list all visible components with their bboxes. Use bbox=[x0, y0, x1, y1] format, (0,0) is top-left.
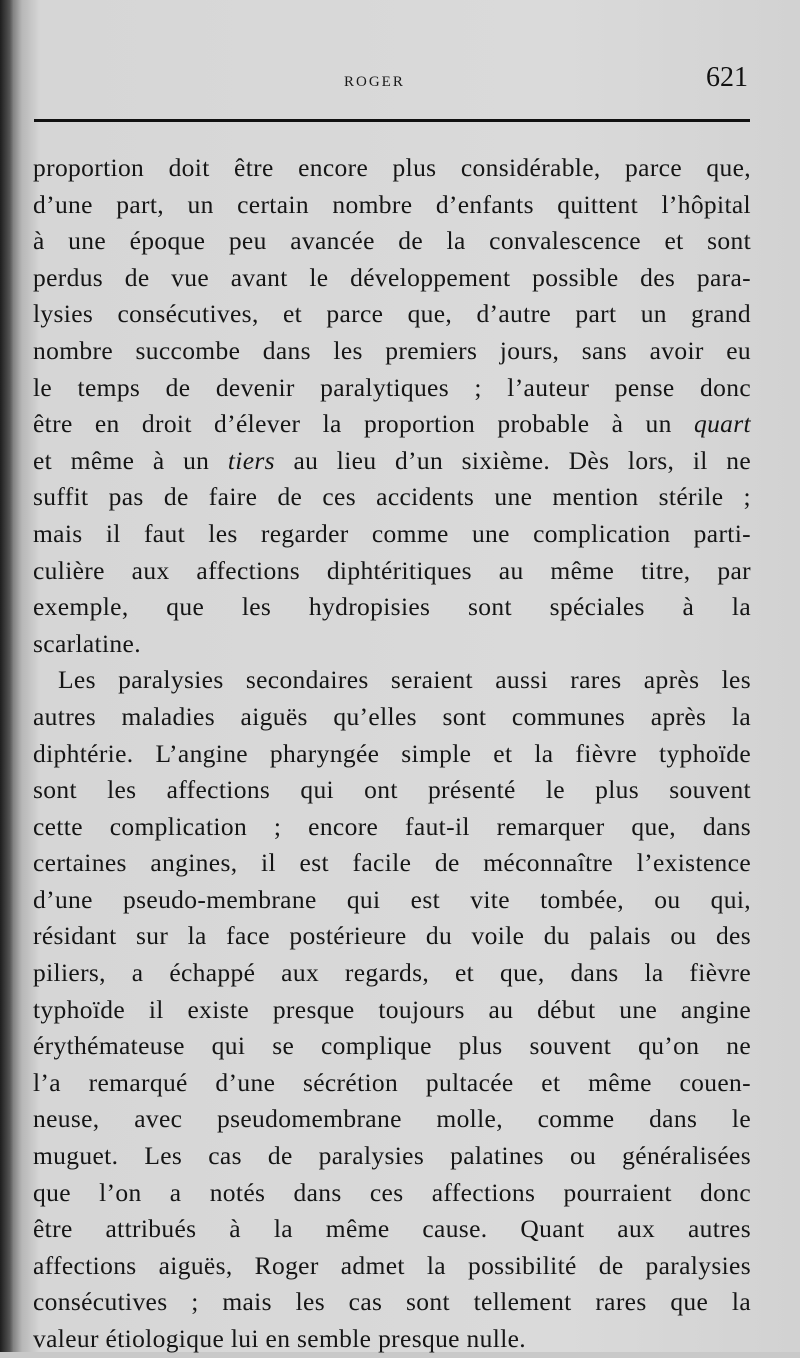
text-line: autres maladies aiguës qu’elles sont communes après la bbox=[33, 701, 751, 731]
text-line: sont les affections qui ont présenté le plus souvent bbox=[33, 775, 751, 805]
text-fragment: être en droit d’élever la proportion probable à un bbox=[33, 409, 672, 439]
text-fragment: au lieu d’un sixième. Dès lors, il ne bbox=[293, 445, 751, 475]
italic-term-tiers: tiers bbox=[227, 445, 275, 475]
text-line: érythémateuse qui se complique plus souvent qu’on ne bbox=[33, 1031, 751, 1061]
text-line: neuse, avec pseudomembrane molle, comme dans le bbox=[33, 1104, 751, 1134]
text-line: à une époque peu avancée de la convalescence et sont bbox=[33, 226, 751, 256]
text-line: typhoïde il existe presque toujours au début une angine bbox=[33, 994, 751, 1024]
text-line: résidant sur la face postérieure du voile du palais ou des bbox=[33, 921, 751, 951]
text-line: certaines angines, il est facile de méconnaître l’existence bbox=[33, 848, 751, 878]
text-line: consécutives ; mais les cas sont tellement rares que la bbox=[33, 1287, 751, 1317]
text-line bbox=[33, 443, 751, 480]
page-spine-shadow bbox=[0, 0, 14, 1352]
text-line bbox=[33, 406, 751, 443]
header-rule bbox=[34, 119, 750, 122]
text-line: d’une pseudo-membrane qui est vite tombée, ou qui, bbox=[33, 884, 751, 914]
running-head bbox=[34, 62, 748, 102]
text-line: être attribués à la même cause. Quant aux autres bbox=[33, 1214, 751, 1244]
text-line: le temps de devenir paralytiques ; l’auteur pense donc bbox=[33, 372, 751, 402]
page-number: 621 bbox=[706, 62, 748, 93]
text-line: scarlatine. bbox=[33, 628, 141, 658]
text-line: cette complication ; encore faut-il remarquer que, dans bbox=[33, 811, 751, 841]
text-line: affections aiguës, Roger admet la possibilité de paralysies bbox=[33, 1250, 751, 1280]
text-line: piliers, a échappé aux regards, et que, dans la fièvre bbox=[33, 958, 751, 988]
text-line: valeur étiologique lui en semble presque nulle. bbox=[33, 1324, 527, 1353]
text-line: nombre succombe dans les premiers jours, sans avoir eu bbox=[33, 335, 751, 365]
text-line: culière aux affections diphtéritiques au même titre, par bbox=[33, 555, 751, 585]
italic-term-quart: quart bbox=[693, 409, 751, 439]
text-line: lysies consécutives, et parce que, d’autre part un grand bbox=[33, 299, 751, 329]
running-title: ROGER bbox=[344, 74, 405, 90]
text-line: Les paralysies secondaires seraient aussi rares après les bbox=[58, 665, 751, 695]
paragraph-1 bbox=[33, 150, 751, 662]
text-line: proportion doit être encore plus considérable, parce que, bbox=[33, 153, 751, 182]
text-line: diphtérie. L’angine pharyngée simple et la fièvre typhoïde bbox=[33, 738, 751, 768]
text-line: muguet. Les cas de paralysies palatines ou généralisées bbox=[33, 1141, 751, 1171]
paragraph-2 bbox=[33, 662, 751, 1357]
text-line: mais il faut les regarder comme une complication parti- bbox=[33, 518, 751, 548]
main-text bbox=[33, 150, 751, 1358]
text-fragment: et même à un bbox=[33, 445, 210, 475]
text-line: que l’on a notés dans ces affections pourraient donc bbox=[33, 1177, 751, 1207]
text-line: perdus de vue avant le développement possible des para- bbox=[33, 262, 751, 292]
text-line: l’a remarqué d’une sécrétion pultacée et même couen- bbox=[33, 1067, 751, 1097]
text-line: suffit pas de faire de ces accidents une mention stérile ; bbox=[33, 482, 751, 512]
text-line: d’une part, un certain nombre d’enfants quittent l’hôpital bbox=[33, 189, 751, 219]
text-line: exemple, que les hydropisies sont spéciales à la bbox=[33, 592, 751, 622]
